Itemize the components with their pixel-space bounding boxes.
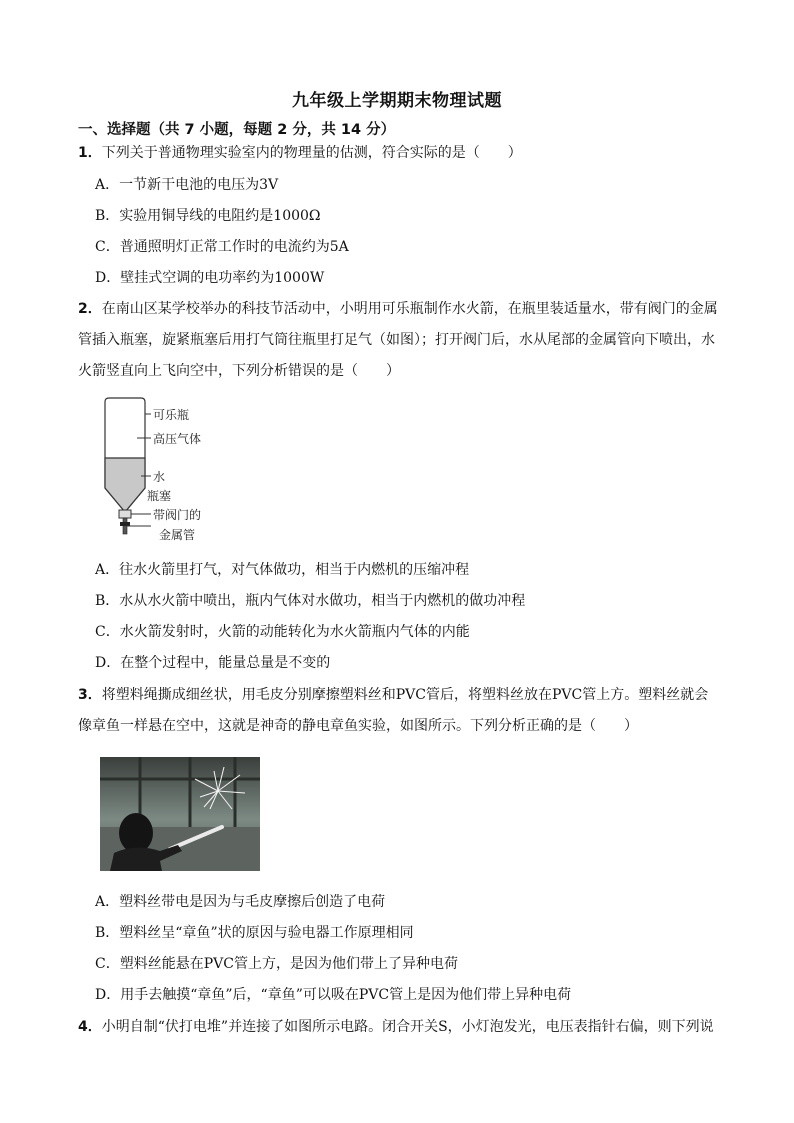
label-metal-tube: 金属管: [159, 528, 196, 542]
question-2-option-d: D．在整个过程中，能量总量是不变的: [95, 655, 331, 671]
question-3-option-a: A．塑料丝带电是因为与毛皮摩擦后创造了电荷: [95, 894, 386, 910]
question-4-number: 4．: [78, 1019, 102, 1035]
question-3-option-b: B．塑料丝呈“章鱼”状的原因与验电器工作原理相同: [95, 925, 414, 941]
question-3-number: 3．: [78, 687, 102, 703]
question-2-number: 2．: [78, 301, 102, 317]
question-2-stem-line-2: 管插入瓶塞，旋紧瓶塞后用打气筒往瓶里打足气（如图）；打开阀门后，水从尾部的金属管向下喷出，水: [78, 332, 715, 348]
section-heading: 一、选择题（共 7 小题，每题 2 分，共 14 分）: [78, 122, 396, 138]
label-high-pressure-gas: 高压气体: [153, 432, 202, 446]
question-2-text-1: 在南山区某学校举办的科技节活动中，小明用可乐瓶制作水火箭，在瓶里装适量水，带有阀门的金属: [101, 301, 718, 317]
question-2-option-a: A．往水火箭里打气，对气体做功，相当于内燃机的压缩冲程: [95, 562, 470, 578]
question-3-stem-line-2: 像章鱼一样悬在空中，这就是神奇的静电章鱼实验，如图所示。下列分析正确的是（ ）: [78, 718, 638, 734]
question-2-option-c: C．水火箭发射时，火箭的动能转化为水火箭瓶内气体的内能: [95, 624, 470, 640]
question-1-number: 1．: [78, 145, 102, 161]
water-rocket-figure: [95, 396, 225, 546]
question-1-option-c: C．普通照明灯正常工作时的电流约为5A: [95, 239, 349, 255]
question-4-text-1: 小明自制“伏打电堆”并连接了如图所示电路。闭合开关S，小灯泡发光，电压表指针右偏，则下列说: [101, 1019, 714, 1035]
stopper: [119, 510, 131, 518]
label-cola-bottle: 可乐瓶: [153, 408, 190, 422]
question-3-option-c: C．塑料丝能悬在PVC管上方，是因为他们带上了异种电荷: [95, 956, 458, 972]
question-1-option-a: A．一节新干电池的电压为3V: [95, 177, 279, 193]
question-3-text-1: 将塑料绳撕成细丝状，用毛皮分别摩擦塑料丝和PVC管后，将塑料丝放在PVC管上方。塑料丝就会: [101, 687, 709, 703]
label-water: 水: [153, 470, 166, 484]
question-2-option-b: B．水从水火箭中喷出，瓶内气体对水做功，相当于内燃机的做功冲程: [95, 593, 526, 609]
page-title: 九年级上学期期末物理试题: [292, 91, 502, 111]
question-1-option-b: B．实验用铜导线的电阻约是1000Ω: [95, 208, 321, 224]
question-1-stem: [78, 143, 742, 163]
question-2-stem-line-1: [78, 299, 742, 319]
valve: [120, 522, 130, 526]
question-4-stem-line-1: [78, 1017, 742, 1037]
question-2-stem-line-3: 火箭竖直向上飞向空中，下列分析错误的是（ ）: [78, 363, 400, 379]
label-valve: 带阀门的: [153, 508, 202, 522]
question-3-option-d: D．用手去触摸“章鱼”后，“章鱼”可以吸在PVC管上是因为他们带上异种电荷: [95, 987, 572, 1003]
question-1-text: 下列关于普通物理实验室内的物理量的估测，符合实际的是（ ）: [101, 145, 522, 161]
static-octopus-photo: [100, 757, 260, 871]
question-3-stem-line-1: [78, 685, 742, 705]
question-1-option-d: D．壁挂式空调的电功率约为1000W: [95, 270, 325, 286]
water-fill: [105, 458, 145, 512]
label-stopper: 瓶塞: [147, 489, 172, 503]
